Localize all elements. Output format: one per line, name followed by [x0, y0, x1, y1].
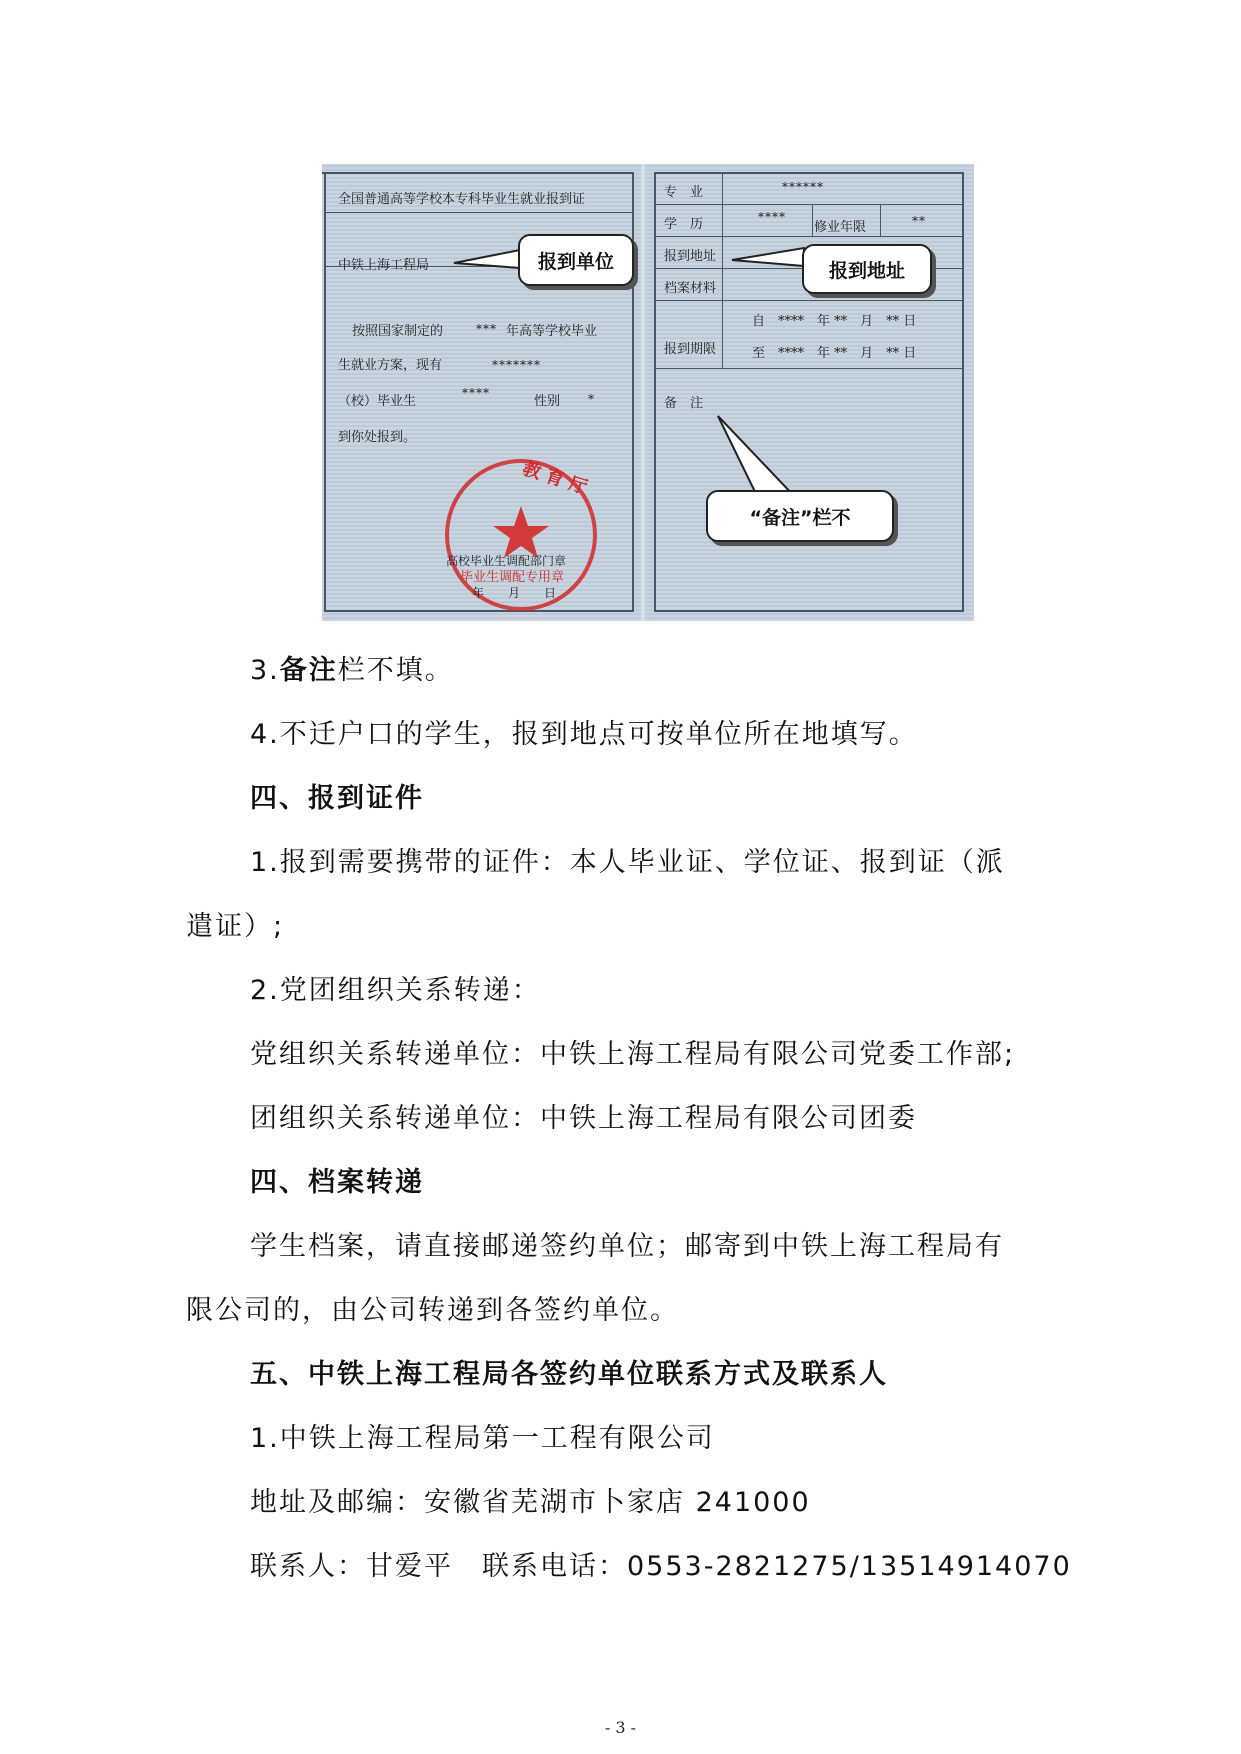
cert-body-text: 年高等学校毕业: [506, 324, 598, 339]
cert-body-text: 生就业方案，现有: [338, 358, 443, 373]
contact-1-company: 1.中铁上海工程局第一工程有限公司: [250, 1423, 715, 1454]
cert-body-text: 到你处报到。: [338, 430, 417, 445]
label-study-years: 修业年限: [814, 220, 867, 235]
paragraph-3-bold: 备注: [279, 655, 338, 686]
heading-archive: 四、档案转递: [250, 1167, 424, 1198]
paragraph-3: [250, 648, 454, 687]
certificate-title: 全国普通高等学校本专科毕业生就业报到证: [338, 192, 586, 207]
archive-paragraph-cont: 限公司的，由公司转递到各签约单位。: [186, 1295, 679, 1326]
paragraph-3-number: 3.: [250, 655, 280, 686]
callout-pointers: [322, 164, 974, 621]
contact-1-person: 联系人：甘爱平 联系电话：0553-2821275/13514914070: [250, 1551, 1072, 1582]
callout-report-unit: 报到单位: [518, 234, 634, 286]
party-transfer-unit: 党组织关系转递单位：中铁上海工程局有限公司党委工作部;: [250, 1039, 1016, 1070]
contact-1-address: 地址及邮编：安徽省芜湖市卜家店 241000: [250, 1487, 811, 1518]
label-remark: 备 注: [664, 396, 704, 411]
value-major: ******: [782, 180, 824, 194]
seal-bottom-text: 毕业生调配专用章: [460, 570, 565, 585]
period-from: 自 **** 年 ** 月 ** 日: [752, 314, 917, 329]
cert-body-text: 按照国家制定的: [352, 324, 444, 339]
seal-date: 年 月 日: [472, 586, 557, 600]
cert-body-text: 性别: [534, 394, 561, 409]
seal-top-text: 教 育 厅: [519, 458, 590, 499]
archive-paragraph: 学生档案，请直接邮递签约单位；邮寄到中铁上海工程局有: [250, 1231, 1004, 1262]
label-major: 专 业: [664, 185, 704, 200]
documents-item-1: 1.报到需要携带的证件：本人毕业证、学位证、报到证（派: [250, 847, 1005, 878]
callout-report-address: 报到地址: [802, 244, 932, 294]
paragraph-3-rest: 栏不填。: [337, 655, 454, 686]
cert-masked-value: ***: [476, 322, 497, 336]
cert-masked-value: ****: [462, 386, 490, 400]
seal-caption: 高校毕业生调配部门章: [446, 554, 567, 568]
label-degree: 学 历: [664, 217, 704, 232]
cert-masked-value: *******: [492, 358, 541, 372]
label-archive: 档案材料: [664, 281, 717, 296]
employer-unit: 中铁上海工程局: [338, 258, 430, 273]
value-degree: ****: [758, 210, 786, 224]
value-study-years: **: [912, 214, 926, 228]
heading-contacts: 五、中铁上海工程局各签约单位联系方式及联系人: [250, 1359, 888, 1390]
cert-masked-value: *: [588, 392, 595, 406]
label-report-period: 报到期限: [664, 342, 717, 357]
documents-item-2: 2.党团组织关系转递：: [250, 975, 541, 1006]
heading-documents: 四、报到证件: [250, 783, 424, 814]
period-to: 至 **** 年 ** 月 ** 日: [752, 346, 917, 361]
paragraph-4: 4.不迁户口的学生，报到地点可按单位所在地填写。: [250, 719, 918, 750]
callout-remark: “备注”栏不: [706, 490, 894, 542]
documents-item-1-cont: 遣证）;: [186, 911, 285, 942]
cert-body-text: （校）毕业生: [338, 394, 417, 409]
label-report-address: 报到地址: [664, 249, 717, 264]
page-number: - 3 -: [604, 1718, 637, 1737]
report-certificate-image: [322, 164, 974, 621]
league-transfer-unit: 团组织关系转递单位：中铁上海工程局有限公司团委: [250, 1103, 917, 1134]
